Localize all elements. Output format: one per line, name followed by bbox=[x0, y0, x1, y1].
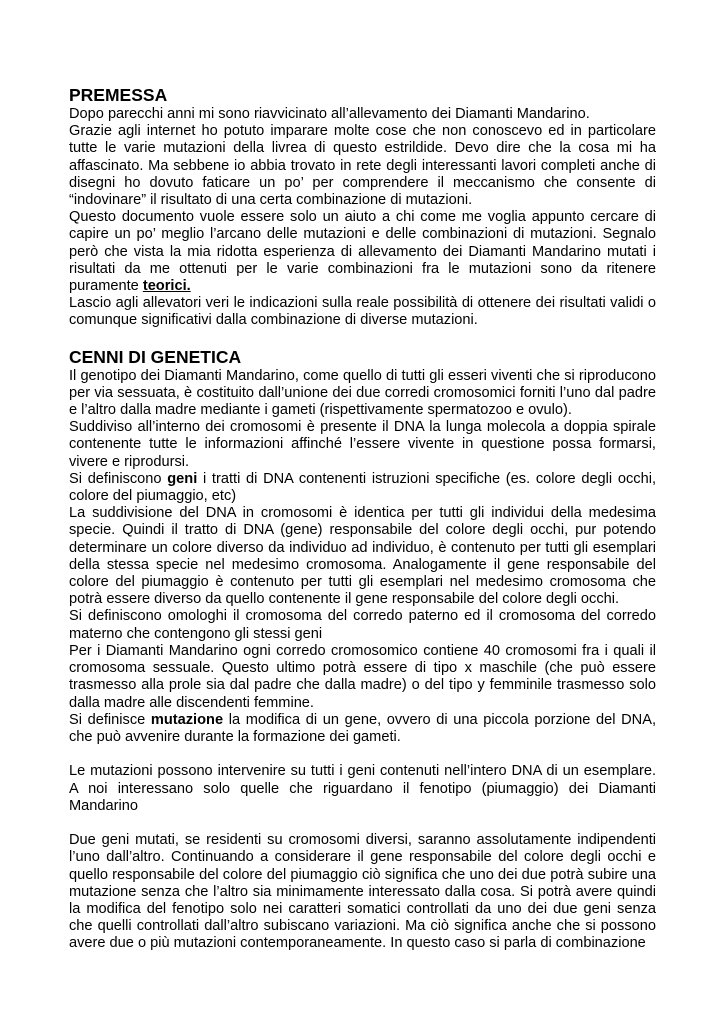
emphasis-teorici: teorici. bbox=[142, 278, 191, 295]
paragraph: Grazie agli internet ho potuto imparare molte cose che non conoscevo ed in particolare tutte le varie mutazioni della livrea di questo estrildide. Devo dire che la cosa mi ha affascinato. Ma sebbene io abbia trovato in rete degli interessanti lavori completi anche di disegni ho dovuto faticare un po’ per comprendere il meccanismo che consente di “indovinare” il risultato di una certa combinazione di mutazioni. bbox=[69, 123, 656, 209]
blank-line bbox=[69, 815, 656, 832]
paragraph: Suddiviso all’interno dei cromosomi è presente il DNA la lunga molecola a doppia spirale contenente tutte le informazioni affinché l’essere vivente in questione possa formarsi, vivere e riprodursi. bbox=[69, 419, 656, 470]
paragraph-text: Questo documento vuole essere solo un aiuto a chi come me voglia appunto cercare di capire un po’ meglio l’arcano delle mutazioni e delle combinazioni di mutazioni. Segnalo però che vista la mia ridotta esperienza di allevamento dei Diamanti Mandarino mutati i risultati da me ottenuti per le varie combinazioni fra le mutazioni sono da ritenere puramente bbox=[69, 209, 656, 295]
paragraph: Dopo parecchi anni mi sono riavvicinato all’allevamento dei Diamanti Mandarino. bbox=[69, 106, 590, 122]
paragraph-text: i tratti di DNA contenenti istruzioni specifiche (es. colore degli occhi, colore del piumaggio, etc) bbox=[69, 470, 656, 505]
paragraph bbox=[69, 712, 656, 746]
paragraph: Le mutazioni possono intervenire su tutti i geni contenuti nell’intero DNA di un esemplare. A noi interessano solo quelle che riguardano il fenotipo (piumaggio) dei Diamanti Mandarino bbox=[69, 763, 656, 814]
section-heading-premessa: PREMESSA bbox=[69, 85, 168, 105]
paragraph: Lascio agli allevatori veri le indicazioni sulla reale possibilità di ottenere dei risultati validi o comunque significativi dalla combinazione di diverse mutazioni. bbox=[69, 295, 656, 329]
blank-line bbox=[69, 746, 656, 763]
section-heading-genetica: CENNI DI GENETICA bbox=[69, 346, 242, 367]
paragraph: Per i Diamanti Mandarino ogni corredo cromosomico contiene 40 cromosomi fra i quali il cromosoma sessuale. Questo ultimo potrà essere di tipo x maschile (che può essere trasmesso alla prole sia dal padre che dalla madre) o del tipo y femminile trasmesso solo dalla madre alle discendenti femmine. bbox=[69, 642, 656, 711]
paragraph-text: Si definisce bbox=[69, 711, 151, 728]
section-genetica bbox=[69, 346, 656, 953]
paragraph-text: la modifica di un gene, ovvero di una piccola porzione del DNA, che può avvenire durante la formazione dei gameti. bbox=[69, 711, 656, 745]
paragraph: Due geni mutati, se residenti su cromosomi diversi, saranno assolutamente indipendenti l’uno dall’altro. Continuando a considerare il gene responsabile del colore degli occhi e quello responsabile del colore del piumaggio ciò significa che uno dei due potrà subire una mutazione senza che l’altro sia minimamente interessato dalla cosa. Si potrà avere quindi la modifica del fenotipo solo nei caratteri somatici controllati da uno dei due geni senza che quelli controllati dall’altro subiscano variazioni. Ma ciò significa anche che si possono avere due o più mutazioni contemporaneamente. In questo caso si parla di combinazione bbox=[69, 832, 656, 952]
paragraph: La suddivisione del DNA in cromosomi è identica per tutti gli individui della medesima specie. Quindi il tratto di DNA (gene) responsabile del colore degli occhi, pur potendo determinare un colore diverso da individuo ad individuo, è contenuto per tutti gli esemplari della stessa specie nel medesimo cromosoma. Analogamente il gene responsabile del colore del piumaggio è contenuto per tutti gli esemplari nel medesimo cromosoma che potrà essere diverso da quello contenente il gene responsabile del colore degli occhi. bbox=[69, 505, 656, 608]
paragraph: Il genotipo dei Diamanti Mandarino, come quello di tutti gli esseri viventi che si riproducono per via sessuata, è costituito dall’unione dei due corredi cromosomici forniti l’uno dal padre e l’altro dalla madre mediante i gameti (rispettivamente spermatozoo e ovulo). bbox=[69, 367, 656, 419]
paragraph: Si definiscono omologhi il cromosoma del corredo paterno ed il cromosoma del corredo materno che contengono gli stessi geni bbox=[69, 608, 656, 642]
section-premessa bbox=[69, 84, 656, 330]
document-page bbox=[69, 84, 656, 953]
paragraph bbox=[69, 471, 656, 505]
term-mutazione: mutazione bbox=[150, 711, 224, 728]
paragraph-text: Si definiscono bbox=[69, 470, 168, 487]
paragraph bbox=[69, 209, 656, 295]
term-geni: geni bbox=[167, 470, 198, 487]
